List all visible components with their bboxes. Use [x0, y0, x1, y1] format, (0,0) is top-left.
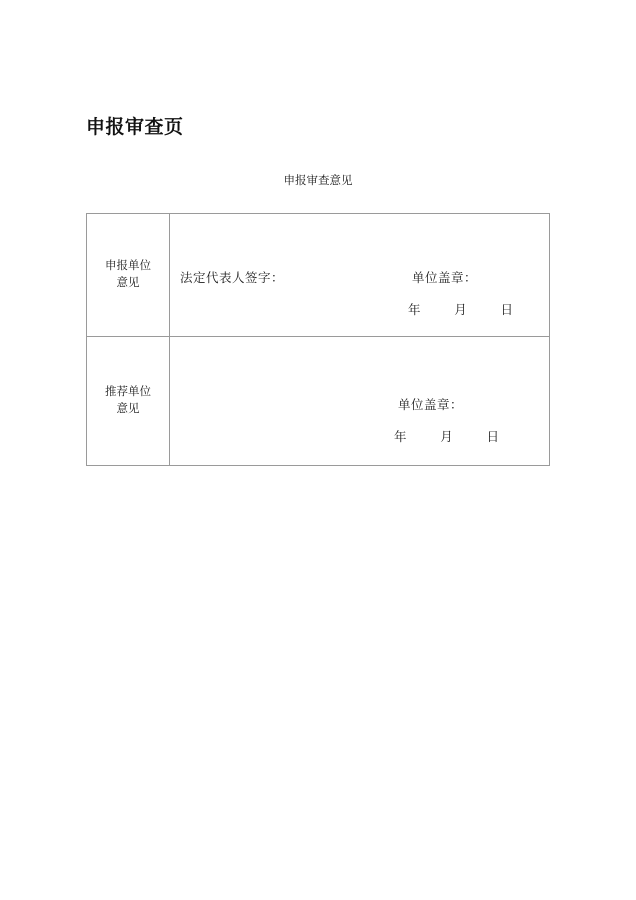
date-year-label: 年: [408, 303, 422, 317]
row-label-line2: 意见: [116, 403, 140, 415]
date-month-label: 月: [440, 430, 454, 444]
date-day-label: 日: [500, 303, 514, 317]
row-label-line1: 申报单位: [105, 260, 151, 272]
section-heading: 申报审查意见: [283, 175, 353, 187]
date-line: [394, 427, 500, 445]
date-day-label: 日: [486, 430, 500, 444]
date-line: [408, 300, 514, 318]
row-content-recommending-unit[interactable]: [170, 337, 550, 466]
table-row: [87, 214, 550, 337]
table-row: [87, 337, 550, 466]
row-label-line1: 推荐单位: [105, 386, 151, 398]
page-title: 申报审查页: [86, 117, 184, 138]
row-label-applicant-unit: [87, 214, 170, 337]
date-month-label: 月: [454, 303, 468, 317]
row-content-applicant-unit[interactable]: [170, 214, 550, 337]
date-year-label: 年: [394, 430, 408, 444]
legal-representative-signature-label: 法定代表人签字：: [180, 271, 285, 285]
review-opinion-table: [86, 213, 550, 466]
row-label-line2: 意见: [116, 277, 140, 289]
unit-seal-label: 单位盖章：: [398, 398, 464, 412]
unit-seal-label: 单位盖章：: [412, 271, 478, 285]
row-label-recommending-unit: [87, 337, 170, 466]
